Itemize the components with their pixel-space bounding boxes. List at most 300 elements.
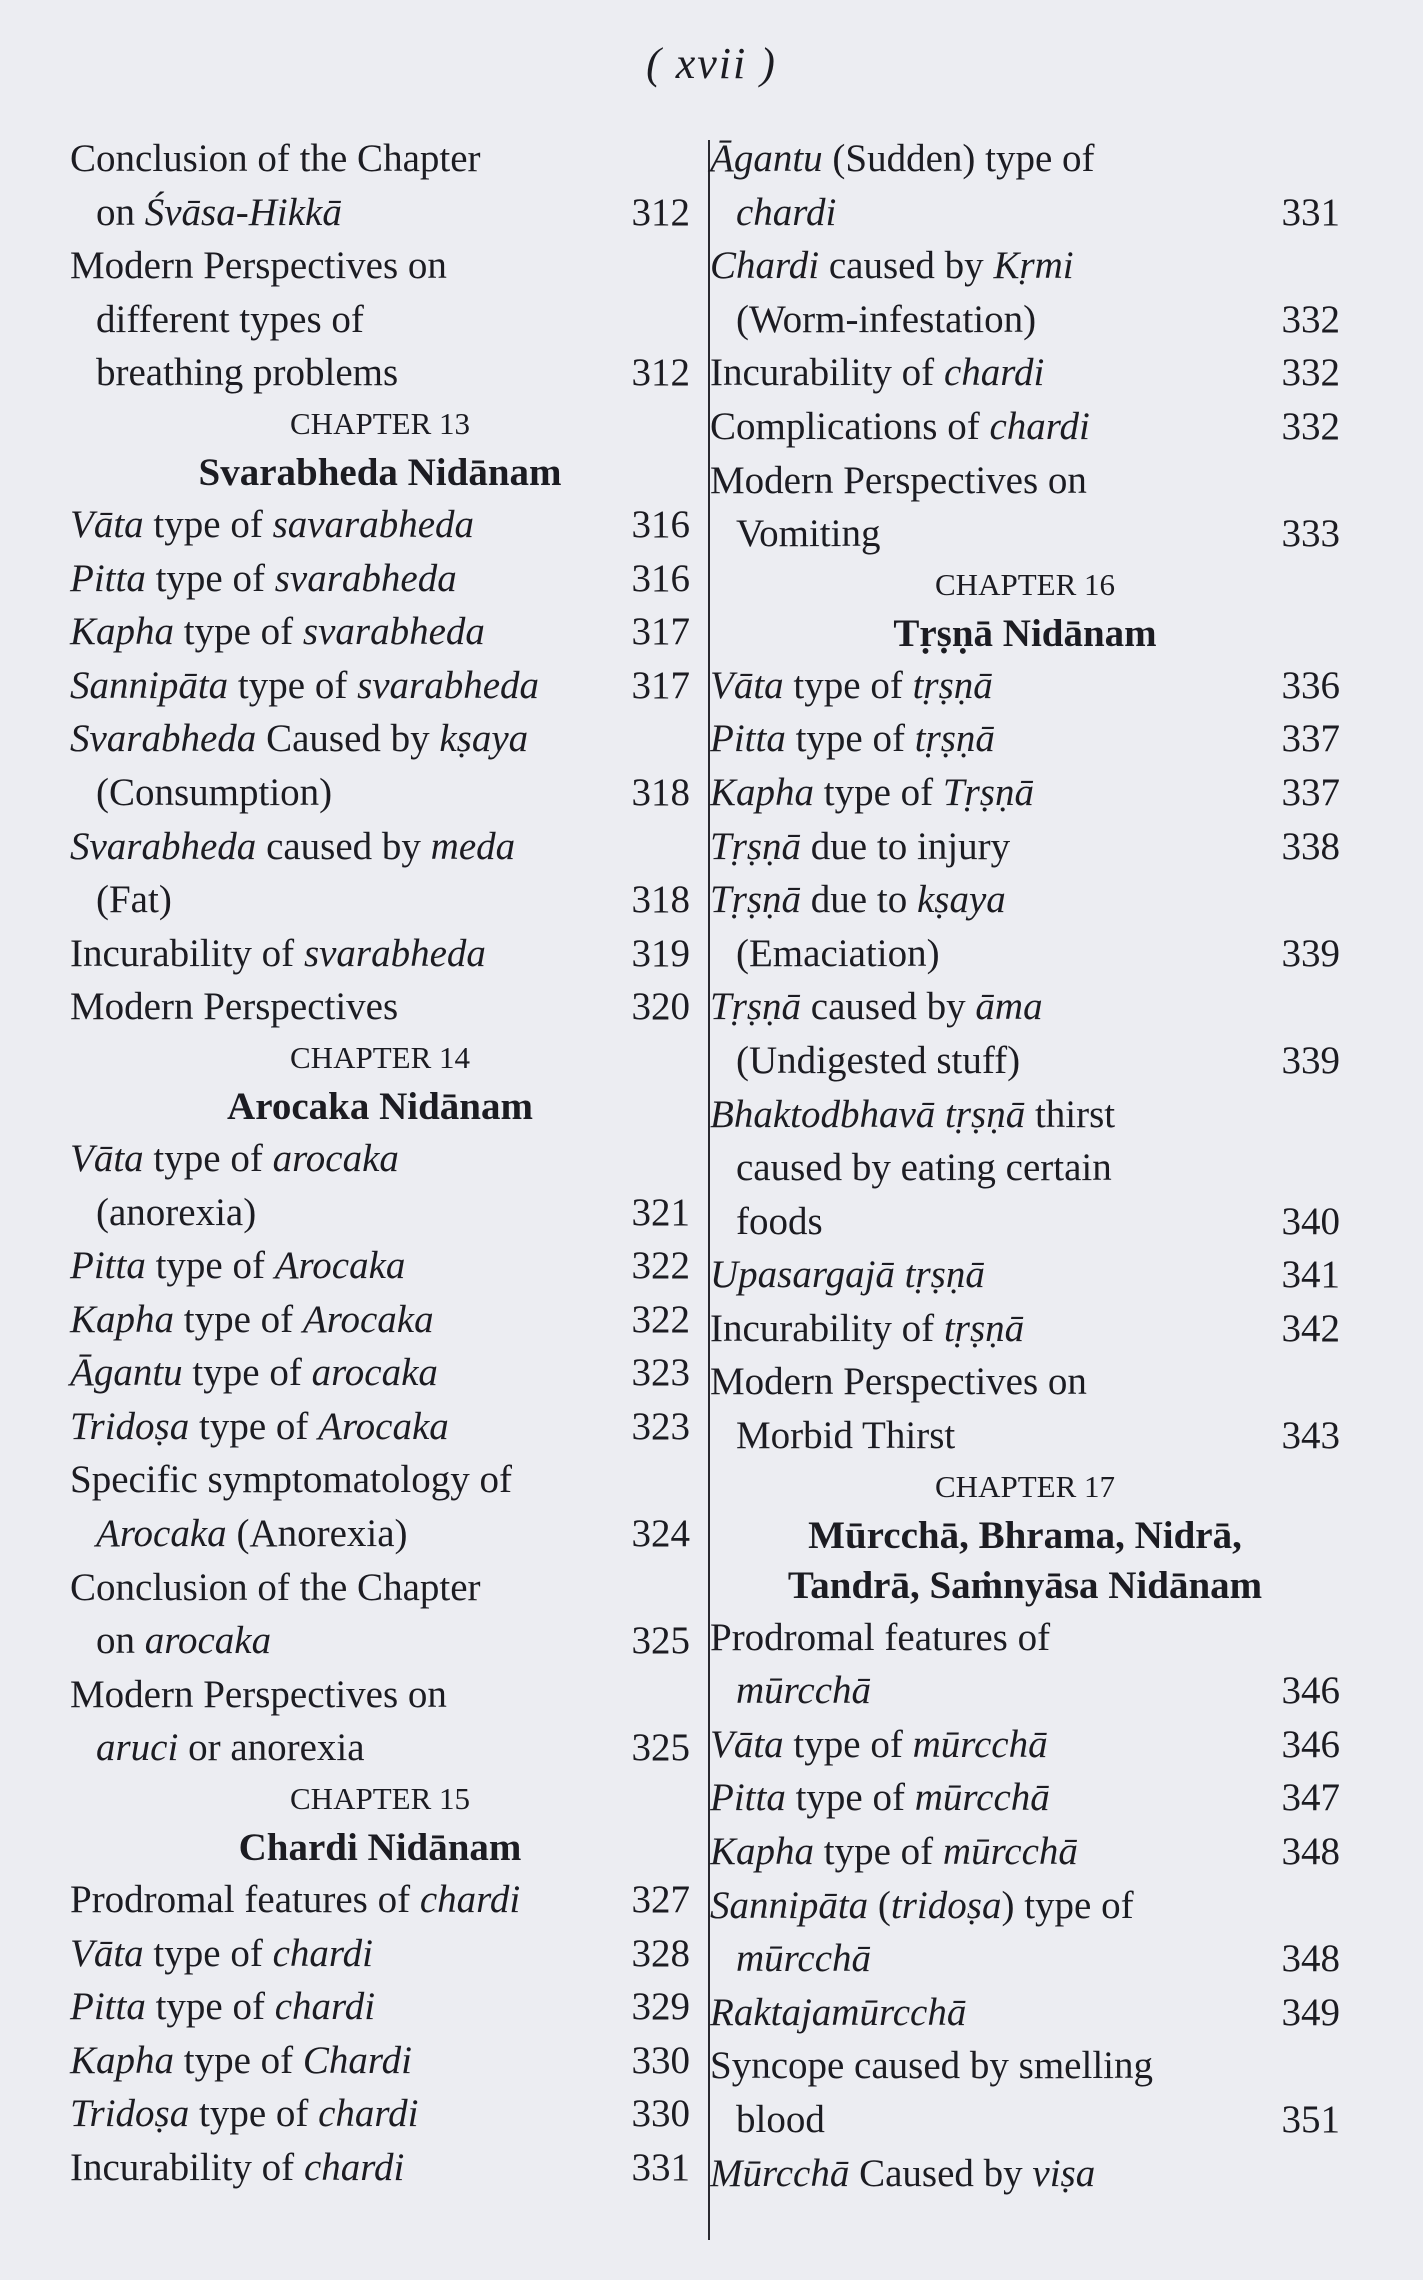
italic-term: chardi xyxy=(989,404,1090,448)
entry-line xyxy=(70,605,690,659)
italic-term: Arocaka xyxy=(96,1512,227,1556)
italic-term: Āgantu xyxy=(710,137,823,180)
italic-term: Arocaka xyxy=(274,1244,406,1288)
page-ref: 341 xyxy=(1281,1253,1340,1297)
entry-text: thirst xyxy=(1025,1092,1116,1136)
entry-line xyxy=(710,2093,1340,2147)
entry-line xyxy=(710,1611,1340,1665)
toc-entry xyxy=(710,766,1340,820)
italic-term: Arocaka xyxy=(318,1404,449,1448)
entry-line xyxy=(70,1400,690,1454)
entry-text: type of xyxy=(174,2038,303,2082)
italic-term: Chardi xyxy=(302,2038,412,2082)
entry-line xyxy=(70,712,690,766)
entry-line xyxy=(70,1561,690,1615)
entry-text: type of xyxy=(143,1931,273,1975)
page-ref: 324 xyxy=(631,1512,690,1556)
page-ref: 332 xyxy=(1281,404,1340,448)
toc-left-column xyxy=(70,132,690,2195)
entry-line xyxy=(710,1986,1340,2040)
toc-entry xyxy=(70,552,690,606)
entry-line xyxy=(70,1873,690,1927)
entry-line xyxy=(710,766,1340,820)
toc-entry xyxy=(70,980,690,1034)
italic-term: Vāta xyxy=(710,663,784,707)
entry-line xyxy=(710,1932,1340,1986)
entry-line xyxy=(710,927,1340,981)
page-ref: 323 xyxy=(631,1351,690,1395)
italic-term: tridoṣa xyxy=(890,1883,1002,1927)
toc-entry xyxy=(710,873,1340,980)
page-ref: 338 xyxy=(1281,824,1340,868)
entry-line xyxy=(710,186,1340,240)
toc-entry xyxy=(710,980,1340,1087)
italic-term: mūrcchā xyxy=(736,1937,872,1981)
entry-text: (Emaciation) xyxy=(736,931,940,975)
chapter-title: Tandrā, Saṁnyāsa Nidānam xyxy=(787,1563,1263,1607)
italic-term: Sannipāta xyxy=(710,1883,869,1927)
italic-term: Vāta xyxy=(70,1136,144,1180)
page-ref: 330 xyxy=(631,2092,690,2136)
italic-term: svarabheda xyxy=(274,556,457,600)
italic-term: arocaka xyxy=(272,1136,399,1180)
entry-line xyxy=(710,239,1340,293)
toc-entry xyxy=(70,659,690,713)
page-ref: 339 xyxy=(1281,931,1340,975)
entry-line xyxy=(70,766,690,820)
italic-term: Sannipāta xyxy=(70,663,229,707)
toc-entry xyxy=(70,2034,690,2088)
page-ref: 323 xyxy=(631,1404,690,1448)
page-ref: 331 xyxy=(1281,190,1340,234)
italic-term: mūrcchā xyxy=(912,1722,1048,1766)
italic-term: arocaka xyxy=(144,1619,272,1663)
page-ref: 337 xyxy=(1281,770,1340,814)
toc-entry xyxy=(710,1611,1340,1718)
entry-line xyxy=(710,1664,1340,1718)
entry-line xyxy=(70,1453,690,1507)
italic-term: Śvāsa-Hikkā xyxy=(144,190,342,234)
entry-text: (Anorexia) xyxy=(226,1512,408,1556)
italic-term: Tṛṣṇā xyxy=(710,985,802,1029)
toc-entry xyxy=(710,1088,1340,1249)
italic-term: Pitta xyxy=(70,1244,146,1288)
page-ref: 328 xyxy=(631,1931,690,1975)
italic-term: Chardi xyxy=(710,244,820,288)
entry-text: type of xyxy=(785,717,915,761)
entry-text: (Sudden) type of xyxy=(822,137,1095,180)
toc-entry xyxy=(710,2039,1340,2146)
toc-entry xyxy=(710,1771,1340,1825)
italic-term: arocaka xyxy=(311,1351,438,1395)
page-ref: 330 xyxy=(631,2038,690,2082)
entry-line xyxy=(70,1668,690,1722)
entry-text: type of xyxy=(814,770,943,814)
italic-term: Kapha xyxy=(70,610,175,654)
chapter-title: Tṛṣṇā Nidānam xyxy=(893,611,1157,655)
italic-term: Kṛmi xyxy=(993,244,1074,288)
entry-line xyxy=(70,1721,690,1775)
entry-text: type of xyxy=(145,556,275,600)
page-ref: 339 xyxy=(1281,1038,1340,1082)
entry-line xyxy=(710,1195,1340,1249)
page-ref: 317 xyxy=(631,610,690,654)
entry-text: type of xyxy=(785,1776,915,1820)
page-ref: 337 xyxy=(1281,717,1340,761)
italic-term: Pitta xyxy=(710,1776,786,1820)
italic-term: Kapha xyxy=(710,1830,815,1874)
entry-text: Modern Perspectives xyxy=(70,985,399,1029)
page-ref: 316 xyxy=(631,556,690,600)
italic-term: mūrcchā xyxy=(736,1669,872,1713)
entry-line xyxy=(70,927,690,981)
italic-term: mūrcchā xyxy=(942,1830,1078,1874)
page-ref: 332 xyxy=(1281,297,1340,341)
toc-entry xyxy=(70,1346,690,1400)
italic-term: Tṛṣṇā xyxy=(710,878,802,922)
toc-entry xyxy=(710,2147,1340,2201)
toc-entry xyxy=(710,1302,1340,1356)
toc-entry xyxy=(710,1248,1340,1302)
entry-line xyxy=(70,1186,690,1240)
entry-text: caused by xyxy=(256,824,431,868)
entry-text: type of xyxy=(174,610,303,654)
page-ref: 348 xyxy=(1281,1830,1340,1874)
entry-text: type of xyxy=(189,2092,319,2136)
entry-line xyxy=(710,820,1340,874)
page-number: ( xvii ) xyxy=(646,39,777,88)
entry-line xyxy=(710,2147,1340,2201)
entry-line xyxy=(70,1614,690,1668)
chapter-title: Mūrcchā, Bhrama, Nidrā, xyxy=(808,1513,1242,1557)
toc-entry xyxy=(710,454,1340,561)
entry-line xyxy=(70,980,690,1034)
italic-term: Upasargajā tṛṣṇā xyxy=(710,1253,985,1297)
italic-term: chardi xyxy=(303,2146,405,2189)
italic-term: Tṛṣṇā xyxy=(942,770,1034,814)
italic-term: tṛṣṇā xyxy=(912,663,993,707)
entry-line xyxy=(70,1132,690,1186)
entry-text: (Consumption) xyxy=(96,770,333,814)
toc-entry xyxy=(710,1355,1340,1462)
page-ref: 347 xyxy=(1281,1776,1340,1820)
entry-text: Specific symptomatology of xyxy=(70,1458,512,1502)
page-ref: 321 xyxy=(631,1190,690,1234)
italic-term: viṣa xyxy=(1032,2151,1096,2195)
entry-text: caused by eating certain xyxy=(736,1146,1112,1190)
entry-text: Syncope caused by smelling xyxy=(710,2044,1153,2088)
italic-term: svarabheda xyxy=(357,663,540,707)
italic-term: meda xyxy=(430,824,516,868)
entry-line xyxy=(710,2039,1340,2093)
entry-text: Morbid Thirst xyxy=(736,1414,956,1458)
entry-text: Incurability of xyxy=(710,351,944,395)
page-ref: 322 xyxy=(631,1244,690,1288)
entry-text: Complications of xyxy=(710,404,990,448)
entry-text: (Worm-infestation) xyxy=(736,297,1037,341)
entry-text: Incurability of xyxy=(70,2146,304,2189)
page-ref: 318 xyxy=(631,878,690,922)
entry-text: (Fat) xyxy=(96,878,172,922)
entry-text: type of xyxy=(814,1830,943,1874)
chapter-number: CHAPTER 13 xyxy=(290,405,470,441)
entry-line xyxy=(710,1248,1340,1302)
italic-term: Kapha xyxy=(710,770,815,814)
italic-term: Arocaka xyxy=(302,1297,434,1341)
entry-text: type of xyxy=(145,1244,275,1288)
page-ref: 329 xyxy=(631,1985,690,2029)
toc-entry xyxy=(710,712,1340,766)
entry-line xyxy=(70,1980,690,2034)
entry-text: due to injury xyxy=(801,824,1011,868)
toc-entry xyxy=(70,820,690,927)
entry-text: type of xyxy=(783,663,913,707)
italic-term: svarabheda xyxy=(303,931,486,975)
entry-text: ( xyxy=(868,1883,891,1927)
toc-entry xyxy=(710,1718,1340,1772)
entry-line xyxy=(710,1355,1340,1409)
page-ref: 312 xyxy=(631,351,690,395)
entry-text: Prodromal features of xyxy=(70,1878,420,1922)
chapter-number: CHAPTER 16 xyxy=(935,566,1115,602)
entry-text: on xyxy=(96,1619,145,1663)
toc-entry xyxy=(710,1825,1340,1879)
toc-entry xyxy=(70,1561,690,1668)
entry-line xyxy=(70,659,690,713)
toc-entry xyxy=(70,1453,690,1560)
entry-line xyxy=(70,293,690,347)
page-ref: 327 xyxy=(631,1878,690,1922)
entry-line xyxy=(70,346,690,400)
chapter-title: Chardi Nidānam xyxy=(238,1826,522,1870)
page-ref: 351 xyxy=(1281,2098,1340,2141)
italic-term: Svarabheda xyxy=(70,824,257,868)
toc-entry xyxy=(70,239,690,400)
toc-entry xyxy=(70,1132,690,1239)
italic-term: Pitta xyxy=(70,1985,146,2029)
page-ref: 331 xyxy=(631,2146,690,2189)
entry-line xyxy=(710,454,1340,508)
entry-line xyxy=(70,1927,690,1981)
entry-line xyxy=(70,1507,690,1561)
entry-text: Modern Perspectives on xyxy=(710,458,1087,502)
page-ref: 342 xyxy=(1281,1306,1340,1350)
italic-term: Svarabheda xyxy=(70,717,257,761)
entry-line xyxy=(710,1879,1340,1933)
entry-text: Prodromal features of xyxy=(710,1615,1051,1659)
entry-line xyxy=(710,980,1340,1034)
page-ref: 312 xyxy=(631,190,690,234)
entry-line xyxy=(710,873,1340,927)
toc-entry xyxy=(710,820,1340,874)
italic-term: tṛṣṇā xyxy=(943,1306,1025,1350)
entry-text: Incurability of xyxy=(70,931,304,975)
entry-line xyxy=(70,1346,690,1400)
toc-entry xyxy=(70,605,690,659)
entry-text: type of xyxy=(143,502,273,546)
entry-line xyxy=(710,1141,1340,1195)
page-ref: 316 xyxy=(631,502,690,546)
entry-text: Caused by xyxy=(849,2151,1033,2195)
entry-text: foods xyxy=(736,1199,823,1243)
page-ref: 336 xyxy=(1281,663,1340,707)
italic-term: tṛṣṇā xyxy=(914,717,995,761)
page-ref: 346 xyxy=(1281,1669,1340,1713)
italic-term: kṣaya xyxy=(916,878,1006,922)
entry-text: ) type of xyxy=(1001,1883,1134,1927)
chapter-number: CHAPTER 14 xyxy=(290,1039,470,1075)
entry-line xyxy=(710,1302,1340,1356)
page-ref: 340 xyxy=(1281,1199,1340,1243)
entry-text: Vomiting xyxy=(736,512,881,556)
entry-line xyxy=(710,346,1340,400)
italic-term: chardi xyxy=(274,1985,376,2029)
italic-term: Vāta xyxy=(710,1722,784,1766)
italic-term: Tridoṣa xyxy=(70,2092,190,2136)
italic-term: Pitta xyxy=(710,717,786,761)
page-ref: 325 xyxy=(631,1726,690,1770)
italic-term: āma xyxy=(975,985,1043,1029)
entry-text: Modern Perspectives on xyxy=(710,1360,1087,1404)
italic-term: Pitta xyxy=(70,556,146,600)
entry-line xyxy=(70,239,690,293)
entry-text: caused by xyxy=(801,985,976,1029)
entry-line xyxy=(70,873,690,927)
toc-entry xyxy=(70,1927,690,1981)
entry-text: (anorexia) xyxy=(96,1190,257,1234)
entry-line xyxy=(70,2087,690,2141)
toc-entry xyxy=(710,239,1340,346)
toc-entry xyxy=(70,1668,690,1775)
entry-text: Incurability of xyxy=(710,1306,944,1350)
entry-text: Modern Perspectives on xyxy=(70,244,447,288)
toc-entry xyxy=(70,1980,690,2034)
entry-text: or anorexia xyxy=(178,1726,365,1770)
page-ref: 349 xyxy=(1281,1990,1340,2034)
entry-text: type of xyxy=(228,663,358,707)
page-ref: 343 xyxy=(1281,1414,1340,1458)
entry-line xyxy=(710,400,1340,454)
entry-line xyxy=(70,186,690,240)
italic-term: Kapha xyxy=(70,2038,175,2082)
page-ref: 333 xyxy=(1281,512,1340,556)
page-ref: 320 xyxy=(631,985,690,1029)
entry-text: blood xyxy=(736,2098,825,2141)
entry-line xyxy=(710,507,1340,561)
toc-entry xyxy=(70,498,690,552)
entry-line xyxy=(70,498,690,552)
italic-term: aruci xyxy=(96,1726,179,1770)
entry-line xyxy=(70,2034,690,2088)
toc-entry xyxy=(710,659,1340,713)
entry-line xyxy=(70,2141,690,2195)
entry-text: type of xyxy=(783,1722,913,1766)
italic-term: savarabheda xyxy=(272,502,475,546)
entry-text: on xyxy=(96,190,145,234)
italic-term: kṣaya xyxy=(439,717,529,761)
entry-text: type of xyxy=(182,1351,312,1395)
entry-text: Conclusion of the Chapter xyxy=(70,137,481,180)
entry-line xyxy=(710,659,1340,713)
entry-line xyxy=(710,132,1340,186)
entry-text: (Undigested stuff) xyxy=(736,1038,1021,1082)
chapter-title: Svarabheda Nidānam xyxy=(198,450,562,494)
entry-text: different types of xyxy=(96,297,364,341)
italic-term: Vāta xyxy=(70,502,144,546)
entry-line xyxy=(70,820,690,874)
page-ref: 348 xyxy=(1281,1937,1340,1981)
toc-entry xyxy=(710,400,1340,454)
entry-text: due to xyxy=(801,878,917,922)
toc-right-column xyxy=(710,132,1340,2200)
toc-entry xyxy=(710,1986,1340,2040)
page-ref: 332 xyxy=(1281,351,1340,395)
toc-entry xyxy=(70,1239,690,1293)
entry-text: type of xyxy=(189,1404,319,1448)
entry-line xyxy=(710,1034,1340,1088)
italic-term: Āgantu xyxy=(70,1351,183,1395)
entry-text: caused by xyxy=(819,244,994,288)
entry-line xyxy=(710,1718,1340,1772)
entry-text: Modern Perspectives on xyxy=(70,1672,447,1716)
toc-entry xyxy=(710,132,1340,239)
entry-line xyxy=(710,1088,1340,1142)
toc-entry xyxy=(70,1400,690,1454)
italic-term: chardi xyxy=(736,190,837,234)
entry-line xyxy=(70,1293,690,1347)
entry-text: Conclusion of the Chapter xyxy=(70,1565,481,1609)
toc-entry xyxy=(70,2087,690,2141)
italic-term: Raktajamūrcchā xyxy=(710,1990,967,2034)
italic-term: chardi xyxy=(318,2092,419,2136)
chapter-number: CHAPTER 15 xyxy=(290,1781,470,1817)
chapter-title: Arocaka Nidānam xyxy=(227,1084,533,1128)
toc-entry xyxy=(70,132,690,239)
entry-line xyxy=(710,1825,1340,1879)
page-ref: 318 xyxy=(631,770,690,814)
italic-term: Tṛṣṇā xyxy=(710,824,802,868)
italic-term: Vāta xyxy=(70,1931,144,1975)
italic-term: chardi xyxy=(943,351,1045,395)
italic-term: svarabheda xyxy=(302,610,485,654)
italic-term: chardi xyxy=(419,1878,521,1922)
page-ref: 319 xyxy=(631,931,690,975)
entry-line xyxy=(710,1409,1340,1463)
italic-term: Tridoṣa xyxy=(70,1404,190,1448)
chapter-number: CHAPTER 17 xyxy=(935,1468,1115,1504)
toc-entry xyxy=(710,1879,1340,1986)
entry-text: type of xyxy=(145,1985,275,2029)
toc-entry xyxy=(70,2141,690,2195)
toc-entry xyxy=(70,1293,690,1347)
entry-text: breathing problems xyxy=(96,351,399,395)
entry-line xyxy=(70,552,690,606)
page-ref: 325 xyxy=(631,1619,690,1663)
entry-line xyxy=(70,1239,690,1293)
page-ref: 346 xyxy=(1281,1722,1340,1766)
page-ref: 322 xyxy=(631,1297,690,1341)
entry-text: Caused by xyxy=(256,717,440,761)
toc-entry xyxy=(70,927,690,981)
toc-entry xyxy=(710,346,1340,400)
entry-line xyxy=(710,293,1340,347)
toc-entry xyxy=(70,712,690,819)
italic-term: mūrcchā xyxy=(914,1776,1050,1820)
page-ref: 317 xyxy=(631,663,690,707)
italic-term: Bhaktodbhavā tṛṣṇā xyxy=(710,1092,1026,1136)
entry-line xyxy=(710,712,1340,766)
toc-entry xyxy=(70,1873,690,1927)
